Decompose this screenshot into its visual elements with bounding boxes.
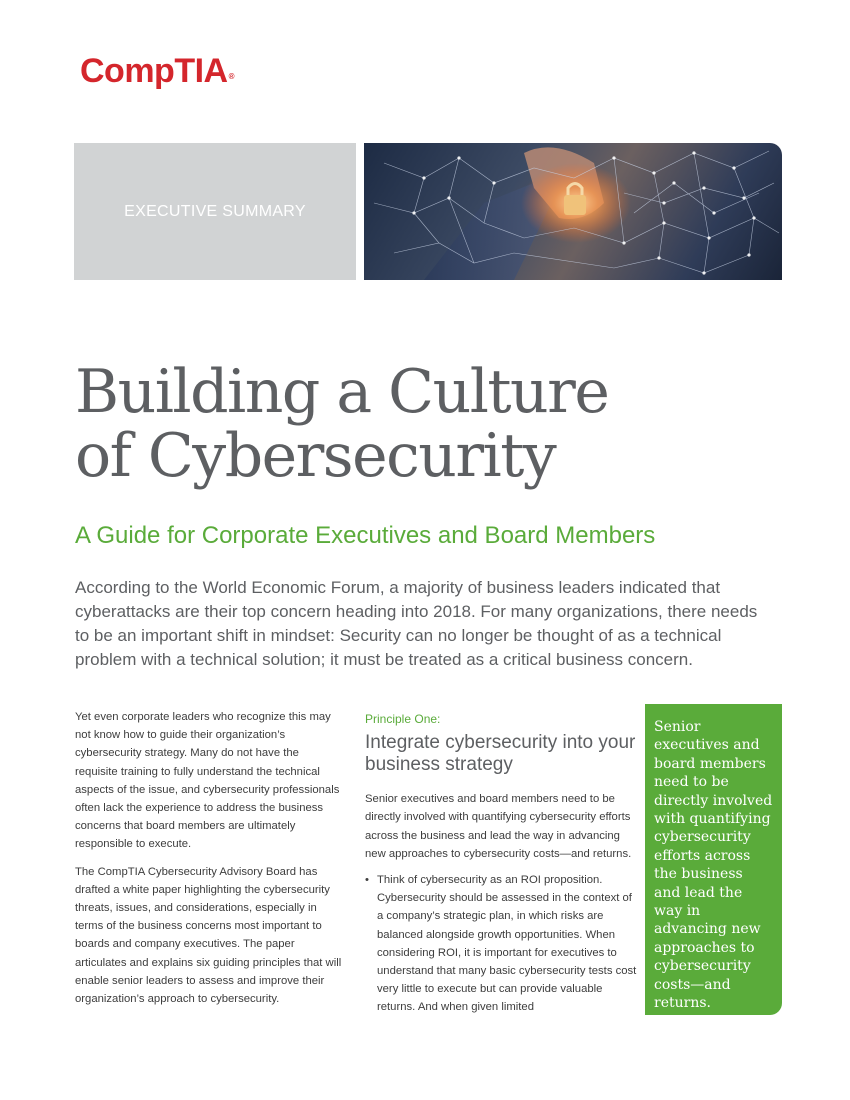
bullet-text: Think of cybersecurity as an ROI proposition. Cybersecurity should be assessed in the context of a company’s strategic plan, in which risks are balanced alongside growth opportunities. When considering ROI, it is important for executives to understand that many basic cybersecurity tests cost very little to execute but can provide valuable returns. And when given limited (377, 874, 637, 1014)
document-subtitle: A Guide for Corporate Executives and Board Members (75, 522, 656, 549)
bullet-icon: • (365, 874, 369, 887)
document-type-label: EXECUTIVE SUMMARY (124, 203, 306, 220)
logo-text: CompTIA (80, 52, 228, 90)
principle-bullet-list (365, 871, 637, 1017)
network-lock-illustration (364, 143, 782, 280)
principle-body: Senior executives and board members need to be directly involved with quantifying cybersecurity efforts across the business and lead the way in advancing new approaches to cybersecurity costs—and returns. (365, 793, 632, 860)
body-column-middle (365, 710, 637, 1017)
lead-paragraph: According to the World Economic Forum, a majority of business leaders indicated that cyberattacks are their top concern heading into 2018. For many organizations, there needs to be an important shift in mindset: Security can no longer be thought of as a technical problem with a technical solution; it must be treated as a critical business concern. (75, 578, 758, 669)
body-column-left (75, 708, 343, 1017)
title-line-2: of Cybersecurity (75, 421, 556, 491)
intro-paragraph-2: The CompTIA Cybersecurity Advisory Board has drafted a white paper highlighting the cybersecurity threats, issues, and considerations, especially in terms of the business concerns most important to boards and company executives. The paper articulates and explains six guiding principles that will enable senior leaders to assess and improve their organization’s approach to cybersecurity. (75, 865, 342, 1006)
title-line-1: Building a Culture (75, 357, 609, 427)
intro-paragraph-1: Yet even corporate leaders who recognize this may not know how to guide their organization’s cybersecurity strategy. Many do not have the requisite training to fully understand the technical aspects of the issue, and cybersecurity professionals often lack the experience to address the business concerns that board members are ultimately responsible to execute. (75, 711, 340, 851)
principle-label: Principle One: (365, 712, 441, 726)
pull-quote-callout (645, 704, 782, 1015)
document-title (75, 357, 775, 491)
pull-quote-text: Senior executives and board members need to be directly involved with quantifying cybersecurity efforts across the business and lead the way in advancing new approaches to cybersecurity costs—and returns. (654, 719, 773, 1012)
principle-title: Integrate cybersecurity into your business strategy (365, 732, 636, 776)
hero-image-lock-network (364, 143, 782, 280)
hero-label-box (74, 143, 356, 280)
bullet-item (365, 871, 637, 1017)
registered-mark: ® (228, 72, 234, 81)
comptia-logo (80, 52, 234, 91)
